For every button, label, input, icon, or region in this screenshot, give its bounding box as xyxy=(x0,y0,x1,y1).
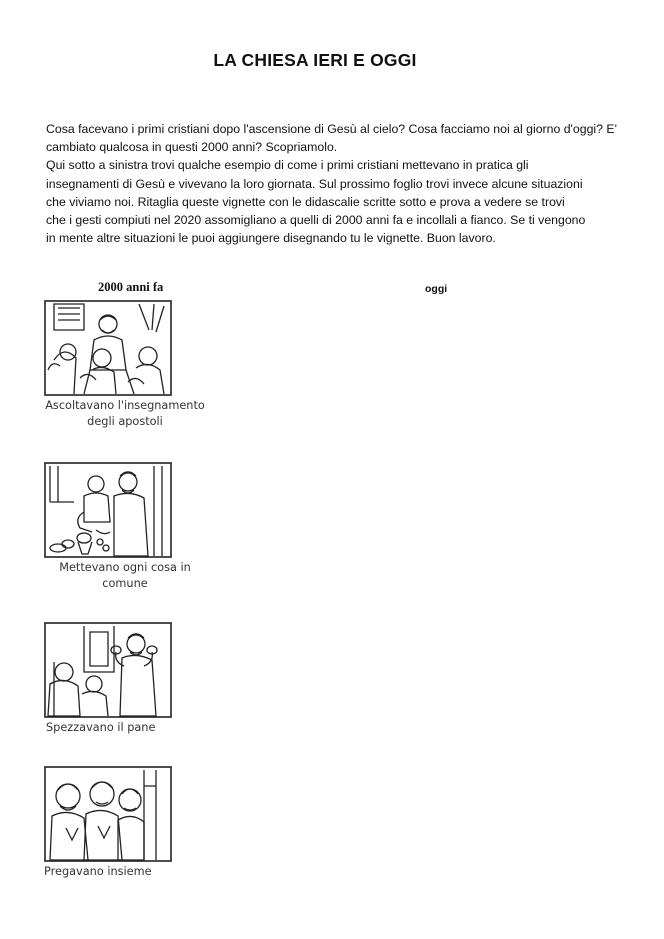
praying-together-illustration xyxy=(44,766,172,862)
breaking-bread-illustration xyxy=(44,622,172,718)
caption-line: Mettevano ogni cosa in xyxy=(59,561,191,574)
page-title: LA CHIESA IERI E OGGI xyxy=(213,50,417,70)
apostles-teaching-illustration xyxy=(44,300,172,396)
column-heading-past: 2000 anni fa xyxy=(98,280,164,294)
intro-line: che i gesti compiuti nel 2020 assomigliano a quelli di 2000 anni fa e incollali a fianco. Se ti vengono xyxy=(46,213,586,228)
intro-line: cambiato qualcosa in questi 2000 anni? Scopriamolo. xyxy=(46,140,338,155)
intro-line: che viviamo noi. Ritaglia queste vignette con le didascalie scritte sotto e prova a vedere se trovi xyxy=(46,194,565,209)
vignette-caption xyxy=(40,560,210,592)
caption-line: Ascoltavano l'insegnamento xyxy=(45,399,205,412)
vignette-caption xyxy=(46,720,155,736)
intro-paragraph xyxy=(46,120,636,247)
sharing-goods-illustration xyxy=(44,462,172,558)
vignette-caption xyxy=(44,864,152,880)
caption-line: Pregavano insieme xyxy=(44,865,152,878)
caption-line: comune xyxy=(102,577,148,590)
intro-line: insegnamenti di Gesù e vivevano la loro giornata. Sul prossimo foglio trovi invece alcune situazioni xyxy=(46,176,583,191)
column-heading-today: oggi xyxy=(425,283,448,295)
caption-line: Spezzavano il pane xyxy=(46,721,156,734)
intro-line: in mente altre situazioni le puoi aggiungere disegnando tu le vignette. Buon lavoro. xyxy=(46,231,496,246)
intro-line: Qui sotto a sinistra trovi qualche esempio di come i primi cristiani mettevano in pratica gli xyxy=(46,158,529,173)
vignette-caption xyxy=(40,398,210,430)
intro-line: Cosa facevano i primi cristiani dopo l'ascensione di Gesù al cielo? Cosa facciamo noi al giorno d'oggi? E' xyxy=(46,122,617,136)
caption-line: degli apostoli xyxy=(87,415,163,428)
